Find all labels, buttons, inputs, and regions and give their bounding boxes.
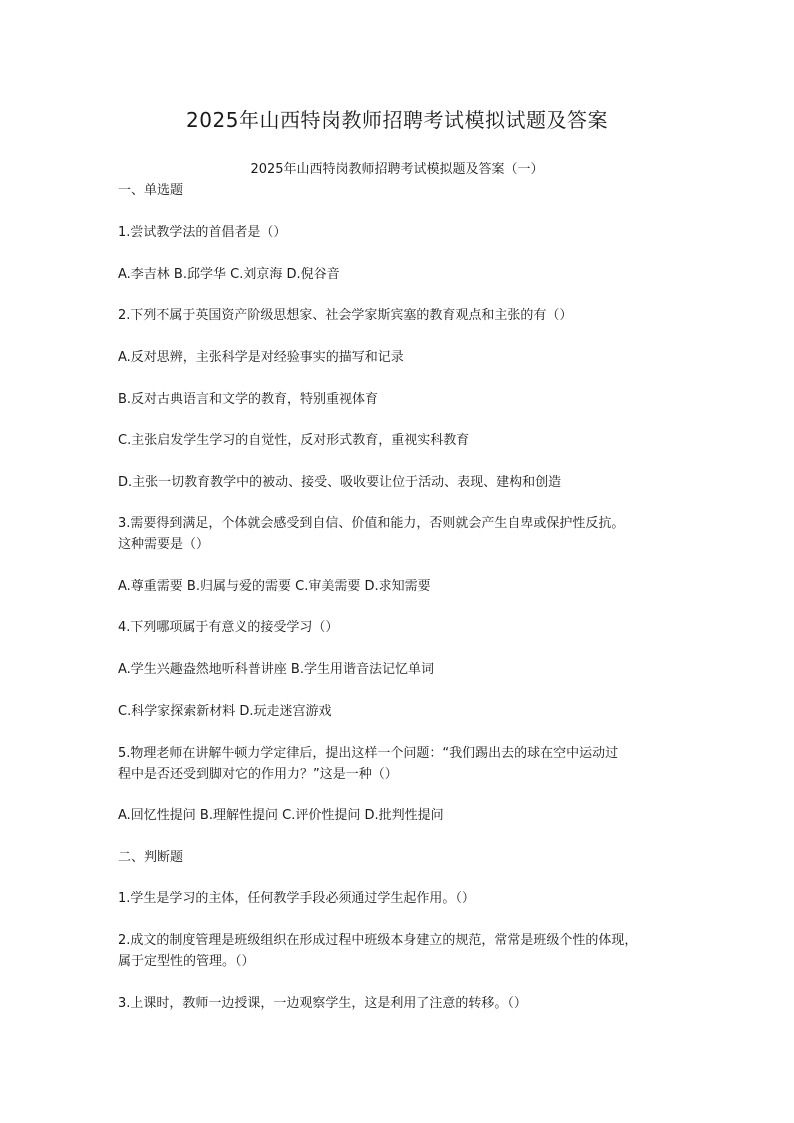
document-subtitle: 2025年山西特岗教师招聘考试模拟题及答案（一） xyxy=(250,162,544,177)
question-2: 2.下列不属于英国资产阶级思想家、社会学家斯宾塞的教育观点和主张的有（） xyxy=(118,308,573,323)
question-2-option-a: A.反对思辨，主张科学是对经验事实的描写和记录 xyxy=(118,350,404,365)
question-4-options-ab: A.学生兴趣盎然地听科普讲座 B.学生用谐音法记忆单词 xyxy=(118,662,434,677)
judgment-2-line-2: 属于定型性的管理。（） xyxy=(118,954,255,969)
question-2-option-c: C.主张启发学生学习的自觉性，反对形式教育，重视实科教育 xyxy=(118,433,470,448)
section-heading-single-choice: 一、单选题 xyxy=(118,183,184,198)
judgment-2-line-1: 2.成文的制度管理是班级组织在形成过程中班级本身建立的规范，常常是班级个性的体现， xyxy=(118,933,638,948)
question-5-options: A.回忆性提问 B.理解性提问 C.评价性提问 D.批判性提问 xyxy=(118,808,444,823)
question-1-options: A.李吉林 B.邱学华 C.刘京海 D.倪谷音 xyxy=(118,267,340,282)
judgment-3: 3.上课时，教师一边授课，一边观察学生，这是利用了注意的转移。（） xyxy=(118,996,527,1011)
question-3-line-1: 3.需要得到满足，个体就会感受到自信、价值和能力，否则就会产生自卑或保护性反抗。 xyxy=(118,516,625,531)
question-3-line-2: 这种需要是（） xyxy=(118,537,210,552)
question-3-options: A.尊重需要 B.归属与爱的需要 C.审美需要 D.求知需要 xyxy=(118,579,431,594)
question-2-option-d: D.主张一切教育教学中的被动、接受、吸收要让位于活动、表现、建构和创造 xyxy=(118,475,562,490)
question-5-line-1: 5.物理老师在讲解牛顿力学定律后，提出这样一个问题：“我们踢出去的球在空中运动过 xyxy=(118,746,619,761)
document-title: 2025年山西特岗教师招聘考试模拟试题及答案 xyxy=(186,108,608,132)
question-4-options-cd: C.科学家探索新材料 D.玩走迷宫游戏 xyxy=(118,704,332,719)
question-4: 4.下列哪项属于有意义的接受学习（） xyxy=(118,620,339,635)
judgment-1: 1.学生是学习的主体，任何教学手段必须通过学生起作用。（） xyxy=(118,891,475,906)
question-5-line-2: 程中是否还受到脚对它的作用力？”这是一种（） xyxy=(118,767,398,782)
question-1: 1.尝试教学法的首倡者是（） xyxy=(118,225,287,240)
section-heading-true-false: 二、判断题 xyxy=(118,850,184,865)
question-2-option-b: B.反对古典语言和文学的教育，特别重视体育 xyxy=(118,392,379,407)
